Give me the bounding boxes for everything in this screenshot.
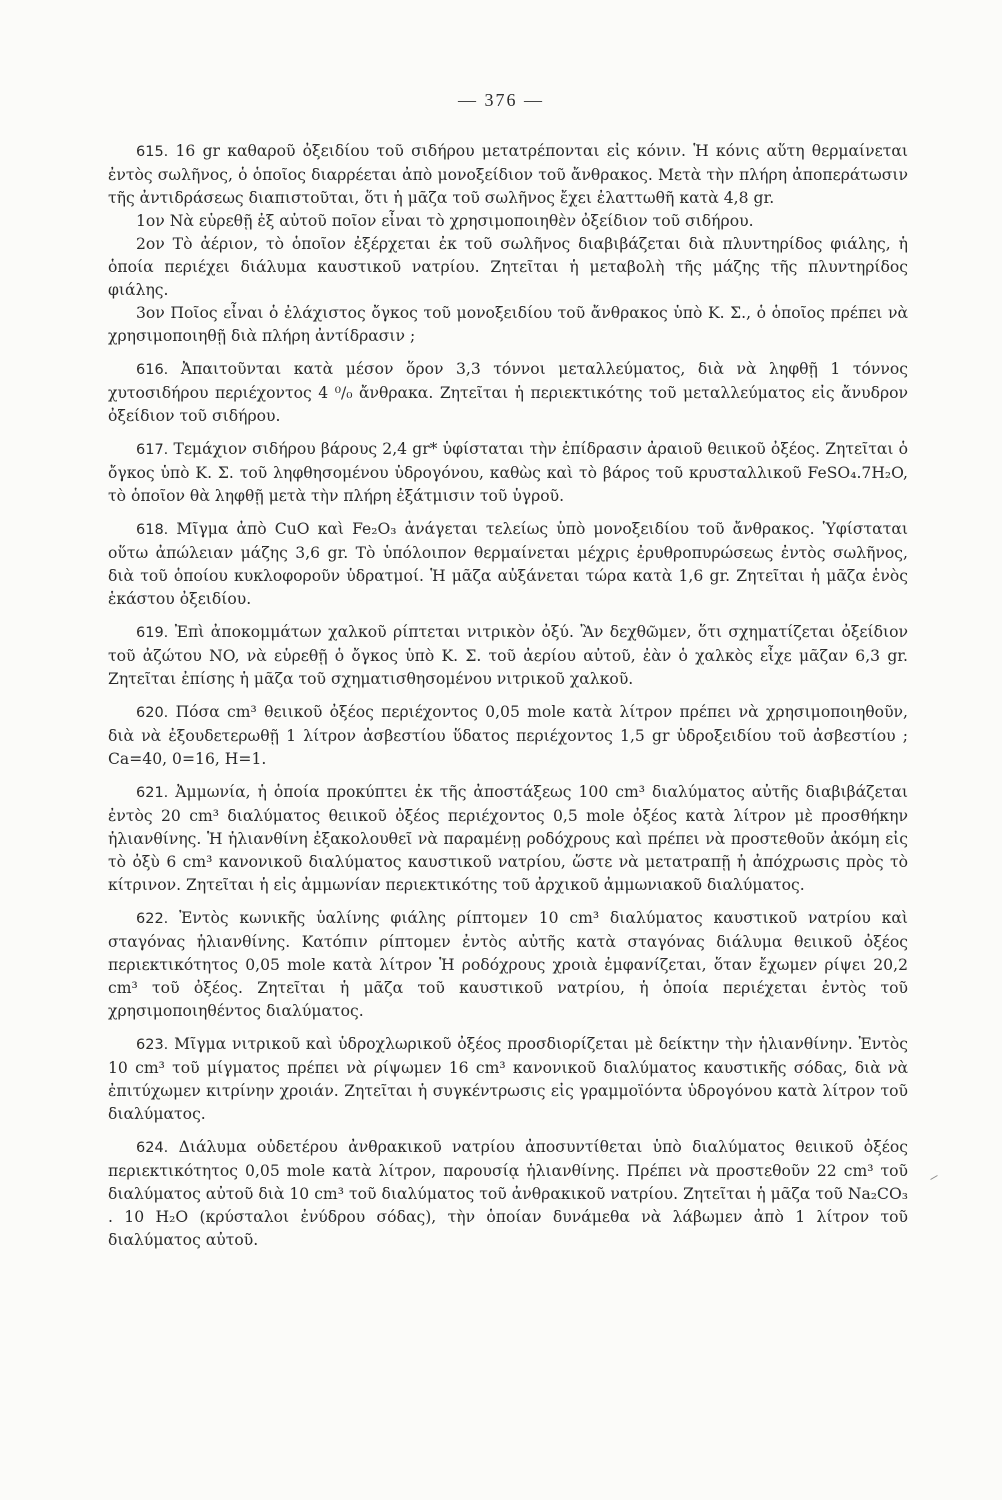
- problem-617: [108, 438, 908, 508]
- problem-623: [108, 1033, 908, 1126]
- problem-list: [108, 140, 908, 1252]
- problem-622: [108, 907, 908, 1023]
- problem-text: Ἀμμωνία, ἡ ὁποία προκύπτει ἐκ τῆς ἀποστάξεως 100 cm³ διαλύματος αὐτῆς διαβιβάζεται ἐντὸς 20 cm³ διαλύματος θειικοῦ ὀξέος περιέχοντος 0,5 mole ὀξέος κατὰ λίτρον μὲ προσθήκην ἡλιανθίνης. Ἡ ἡλιανθίνη ἐξακολουθεῖ νὰ παραμένῃ ροδόχρους καὶ πρέπει νὰ προστεθοῦν ἀκόμη εἰς τὸ ὀξὺ 6 cm³ κανονικοῦ διαλύματος καυστικοῦ νατρίου, ὥστε νὰ μετατραπῇ ἡ ἀπόχρωσις πρὸς τὸ κίτρινον. Ζητεῖται ἡ εἰς ἀμμωνίαν περιεκτικότης τοῦ ἀρχικοῦ ἀμμωνιακοῦ διαλύματος.: [108, 783, 908, 894]
- problem-number: 615.: [136, 144, 169, 160]
- problem-624: [108, 1136, 908, 1252]
- problem-number: 616.: [136, 362, 169, 378]
- problem-number: 620.: [136, 705, 169, 721]
- problem-615-part-3: 3ον Ποῖος εἶναι ὁ ἐλάχιστος ὄγκος τοῦ μονοξειδίου τοῦ ἄνθρακος ὑπὸ Κ. Σ., ὁ ὁποῖος πρέπει νὰ χρησιμοποιηθῇ διὰ πλήρη ἀντίδρασιν ;: [108, 304, 908, 345]
- problem-number: 617.: [136, 442, 169, 458]
- problem-620: [108, 701, 908, 771]
- problem-621: [108, 781, 908, 897]
- problem-number: 618.: [136, 522, 169, 538]
- problem-text: Πόσα cm³ θειικοῦ ὀξέος περιέχοντος 0,05 mole κατὰ λίτρον πρέπει νὰ χρησιμοποιηθοῦν, διὰ νὰ ἐξουδετερωθῇ 1 λίτρον ἀσβεστίου ὕδατος περιέχοντος 1,5 gr ὑδροξειδίου τοῦ ἀσβεστίου ; Ca=40, 0=16, H=1.: [108, 703, 908, 768]
- problem-615-part-1: 1ον Νὰ εὑρεθῇ ἐξ αὐτοῦ ποῖον εἶναι τὸ χρησιμοποιηθὲν ὀξείδιον τοῦ σιδήρου.: [136, 212, 754, 230]
- margin-mark: [930, 1175, 937, 1180]
- problem-number: 621.: [136, 785, 169, 801]
- problem-615-part-2: 2ον Τὸ ἀέριον, τὸ ὁποῖον ἐξέρχεται ἐκ τοῦ σωλῆνος διαβιβάζεται διὰ πλυντηρίδος φιάλης, ἡ ὁποία περιέχει διάλυμα καυστικοῦ νατρίου. Ζητεῖται ἡ μεταβολὴ τῆς μάζης τῆς πλυντηρίδος φιάλης.: [108, 235, 908, 299]
- problem-text: Τεμάχιον σιδήρου βάρους 2,4 gr* ὑφίσταται τὴν ἐπίδρασιν ἀραιοῦ θειικοῦ ὀξέος. Ζητεῖται ὁ ὄγκος ὑπὸ Κ. Σ. τοῦ ληφθησομένου ὑδρογόνου, καθὼς καὶ τὸ βάρος τοῦ κρυσταλλικοῦ FeSO₄.7H₂O, τὸ ὁποῖον θὰ ληφθῇ μετὰ τὴν πλήρη ἐξάτμισιν τοῦ ὑγροῦ.: [108, 440, 909, 505]
- page-number: — 376 —: [458, 90, 544, 110]
- problem-text: Διάλυμα οὐδετέρου ἀνθρακικοῦ νατρίου ἀποσυντίθεται ὑπὸ διαλύματος θειικοῦ ὀξέος περιεκτικότητος 0,05 mole κατὰ λίτρον, παρουσίᾳ ἡλιανθίνης. Πρέπει νὰ προστεθοῦν 22 cm³ τοῦ διαλύματος αὐτοῦ διὰ 10 cm³ τοῦ διαλύματος τοῦ ἀνθρακικοῦ νατρίου. Ζητεῖται ἡ μᾶζα τοῦ Na₂CO₃ . 10 H₂O (κρύσταλοι ἐνύδρου σόδας), τὴν ὁποίαν δυνάμεθα νὰ λάβωμεν ἀπὸ 1 λίτρον τοῦ διαλύματος αὐτοῦ.: [108, 1138, 908, 1249]
- problem-615: [108, 140, 908, 210]
- problem-text: Ἐπὶ ἀποκομμάτων χαλκοῦ ρίπτεται νιτρικὸν ὀξύ. Ἂν δεχθῶμεν, ὅτι σχηματίζεται ὀξείδιον τοῦ ἀζώτου NO, νὰ εὑρεθῇ ὁ ὄγκος ὑπὸ Κ. Σ. τοῦ ἀερίου αὐτοῦ, ἐὰν ὁ χαλκὸς εἶχε μᾶζαν 6,3 gr. Ζητεῖται ἐπίσης ἡ μᾶζα τοῦ σχηματισθησομένου νιτρικοῦ χαλκοῦ.: [108, 623, 908, 688]
- problem-text: Μῖγμα ἀπὸ CuO καὶ Fe₂O₃ ἀνάγεται τελείως ὑπὸ μονοξειδίου τοῦ ἄνθρακος. Ὑφίσταται οὕτω ἀπώλειαν μάζης 3,6 gr. Τὸ ὑπόλοιπον θερμαίνεται μέχρις ἐρυθροπυρώσεως ἐντὸς σωλῆνος, διὰ τοῦ ὁποίου κυκλοφοροῦν ὑδρατμοί. Ἡ μᾶζα αὐξάνεται τώρα κατὰ 1,6 gr. Ζητεῖται ἡ μᾶζα ἑνὸς ἑκάστου ὀξειδίου.: [108, 520, 908, 608]
- problem-number: 619.: [136, 625, 169, 641]
- problem-text: 16 gr καθαροῦ ὀξειδίου τοῦ σιδήρου μετατρέπονται εἰς κόνιν. Ἡ κόνις αὕτη θερμαίνεται ἐντὸς σωλῆνος, ὁ ὁποῖος διαρρέεται ἀπὸ μονοξείδιον τοῦ ἄνθρακος. Μετὰ τὴν πλήρη ἀποπεράτωσιν τῆς ἀντιδράσεως διαπιστοῦται, ὅτι ἡ μᾶζα τοῦ σωλῆνος ἔχει ἐλαττωθῆ κατὰ 4,8 gr.: [108, 142, 908, 207]
- problem-text: Ἀπαιτοῦνται κατὰ μέσον ὅρον 3,3 τόννοι μεταλλεύματος, διὰ νὰ ληφθῇ 1 τόννος χυτοσιδήρου περιέχοντος 4 ⁰/₀ ἄνθρακα. Ζητεῖται ἡ περιεκτικότης τοῦ μεταλλεύματος εἰς ἄνυδρον ὀξείδιον τοῦ σιδήρου.: [108, 360, 908, 425]
- problem-number: 623.: [136, 1037, 169, 1053]
- problem-618: [108, 518, 908, 611]
- problem-number: 624.: [136, 1140, 169, 1156]
- problem-text: Μῖγμα νιτρικοῦ καὶ ὑδροχλωρικοῦ ὀξέος προσδιορίζεται μὲ δείκτην τὴν ἡλιανθίνην. Ἐντὸς 10 cm³ τοῦ μίγματος πρέπει νὰ ρίψωμεν 16 cm³ κανονικοῦ διαλύματος καυστικῆς σόδας, διὰ νὰ ἐπιτύχωμεν κιτρίνην χροιάν. Ζητεῖται ἡ συγκέντρωσις εἰς γραμμοϊόντα ὑδρογόνου κατὰ λίτρον τοῦ διαλύματος.: [108, 1035, 908, 1123]
- problem-616: [108, 358, 908, 428]
- problem-number: 622.: [136, 911, 169, 927]
- problem-619: [108, 621, 908, 691]
- problem-text: Ἐντὸς κωνικῆς ὑαλίνης φιάλης ρίπτομεν 10 cm³ διαλύματος καυστικοῦ νατρίου καὶ σταγόνας ἡλιανθίνης. Κατόπιν ρίπτομεν ἐντὸς αὐτῆς κατὰ σταγόνας διάλυμα θειικοῦ ὀξέος περιεκτικότητος 0,05 mole κατὰ λίτρον Ἡ ροδόχρους χροιὰ ἐμφανίζεται, ὅταν ἔχωμεν ρίψει 20,2 cm³ τοῦ ὀξέος. Ζητεῖται ἡ μᾶζα τοῦ καυστικοῦ νατρίου, ἡ ὁποία περιέχεται ἐντὸς τοῦ χρησιμοποιηθέντος διαλύματος.: [108, 909, 908, 1020]
